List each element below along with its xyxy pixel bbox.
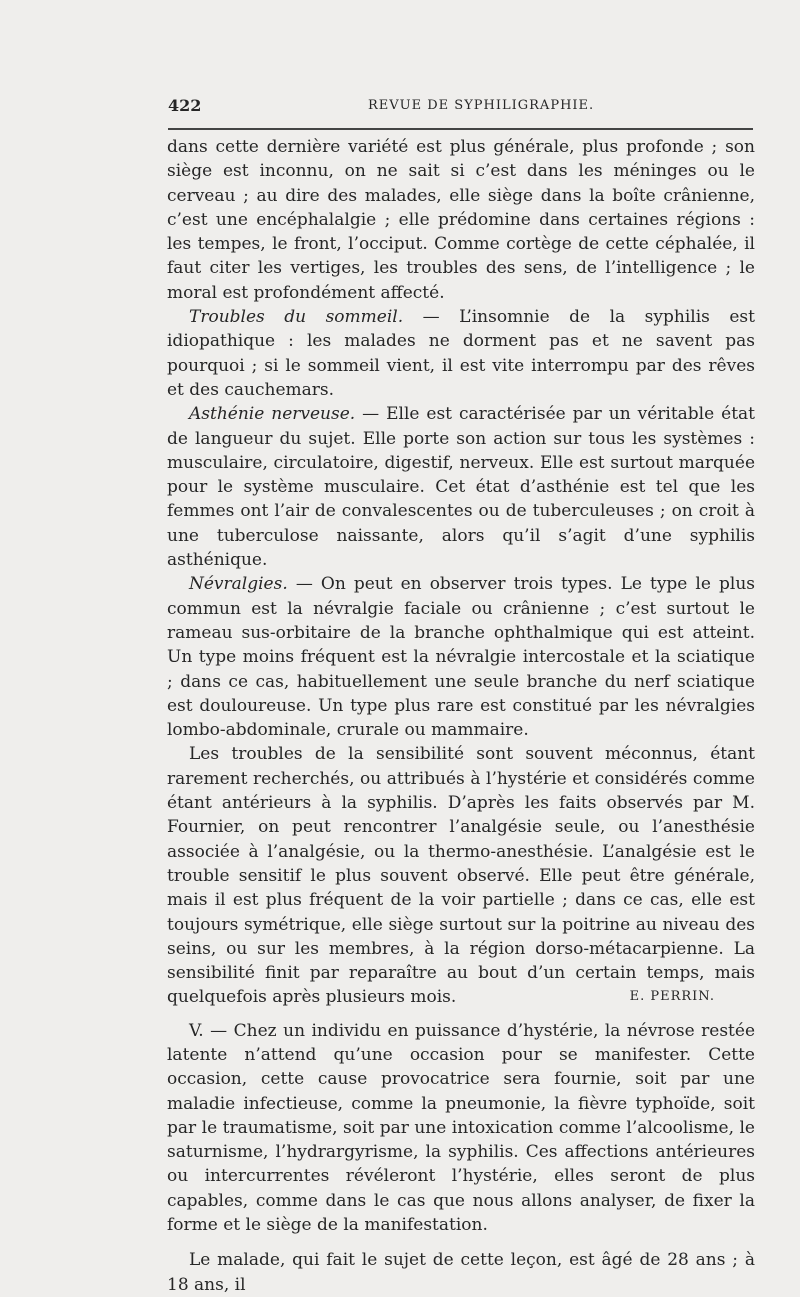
section-heading-troubles-sommeil: Troubles du sommeil. <box>189 307 404 328</box>
paragraph-asthenie <box>167 402 755 572</box>
paragraph-malade: Le malade, qui fait le sujet de cette leçon, est âgé de 28 ans ; à 18 ans, il <box>167 1250 755 1295</box>
paragraph-troubles-sommeil <box>167 305 755 402</box>
running-head <box>168 96 753 118</box>
section-heading-asthenie: Asthénie nerveuse. <box>189 404 356 425</box>
body-text <box>167 135 755 1297</box>
paragraph-sensibilite <box>167 742 755 1009</box>
paragraph-text: — On peut en observer trois types. Le type le plus commun est la névralgie faciale ou crânienne ; c’est surtout le rameau sus-orbitaire de la branche ophthalmique qui est atteint. Un type moins fréquent est la névralgie intercostale et la sciatique ; dans ce cas, habituellement une seule branche du nerf sciatique est douloureuse. Un type plus rare est constitué par les névralgies lombo-abdominale, crurale ou mammaire. <box>167 574 755 741</box>
paragraph-text: — Elle est caractérisée par un véritable état de langueur du sujet. Elle porte son action sur tous les systèmes : musculaire, circulatoire, digestif, nerveux. Elle est surtout marquée pour le système musculaire. Cet état d’asthénie est tel que les femmes ont l’air de convalescentes ou de tuberculeuses ; on croit à une tuberculose naissante, alors qu’il s’agit d’une syphilis asthénique. <box>167 404 755 571</box>
paragraph-nevralgies <box>167 572 755 742</box>
header-rule <box>168 128 753 130</box>
paragraph-text: — L’insomnie de la syphilis est idiopathique : les malades ne dorment pas et ne savent pas pourquoi ; si le sommeil vient, il est vite interrompu par des rêves et des cauchemars. <box>167 307 755 400</box>
paragraph-text: Les troubles de la sensibilité sont souvent méconnus, étant rarement recherchés, ou attribués à l’hystérie et considérés comme étant antérieurs à la syphilis. D’après les faits observés par M. Fournier, on peut rencontrer l’analgésie seule, ou l’anesthésie associée à l’analgésie, ou la thermo-anesthésie. L’analgésie est le trouble sensitif le plus souvent observé. Elle peut être générale, mais il est plus fréquent de la voir partielle ; dans ce cas, elle est toujours symétrique, elle siège surtout sur la poitrine au niveau des seins, ou sur les membres, à la région dorso-métacarpienne. La sensibilité finit par reparaître au bout d’un certain temps, mais quelquefois après plusieurs mois. <box>167 744 755 1008</box>
author-signature: E. PERRIN. <box>629 989 715 1005</box>
journal-title: REVUE DE SYPHILIGRAPHIE. <box>368 98 595 113</box>
paragraph-1: dans cette dernière variété est plus générale, plus profonde ; son siège est inconnu, on ne sait si c’est dans les méninges ou le cerveau ; au dire des malades, elle siège dans la boîte crânienne, c’est une encéphalalgie ; elle prédomine dans certaines régions : les tempes, le front, l’occiput. Comme cortège de cette céphalée, il faut citer les vertiges, les troubles des sens, de l’intelligence ; le moral est profondément affecté. <box>167 137 755 303</box>
section-heading-nevralgies: Névralgies. <box>189 574 288 595</box>
page-number: 422 <box>168 96 202 115</box>
paragraph-section-v: V. — Chez un individu en puissance d’hystérie, la névrose restée latente n’attend qu’une occasion pour se manifester. Cette occasion, cette cause provocatrice sera fournie, soit par une maladie infectieuse, comme la pneumonie, la fièvre typhoïde, soit par le traumatisme, soit par une intoxication comme l’alcoolisme, le saturnisme, l’hydrargyrisme, la syphilis. Ces affections antérieures ou intercurrentes révéleront l’hystérie, elles seront de plus capables, comme dans le cas que nous allons analyser, de fixer la forme et le siège de la manifestation. <box>167 1020 755 1236</box>
